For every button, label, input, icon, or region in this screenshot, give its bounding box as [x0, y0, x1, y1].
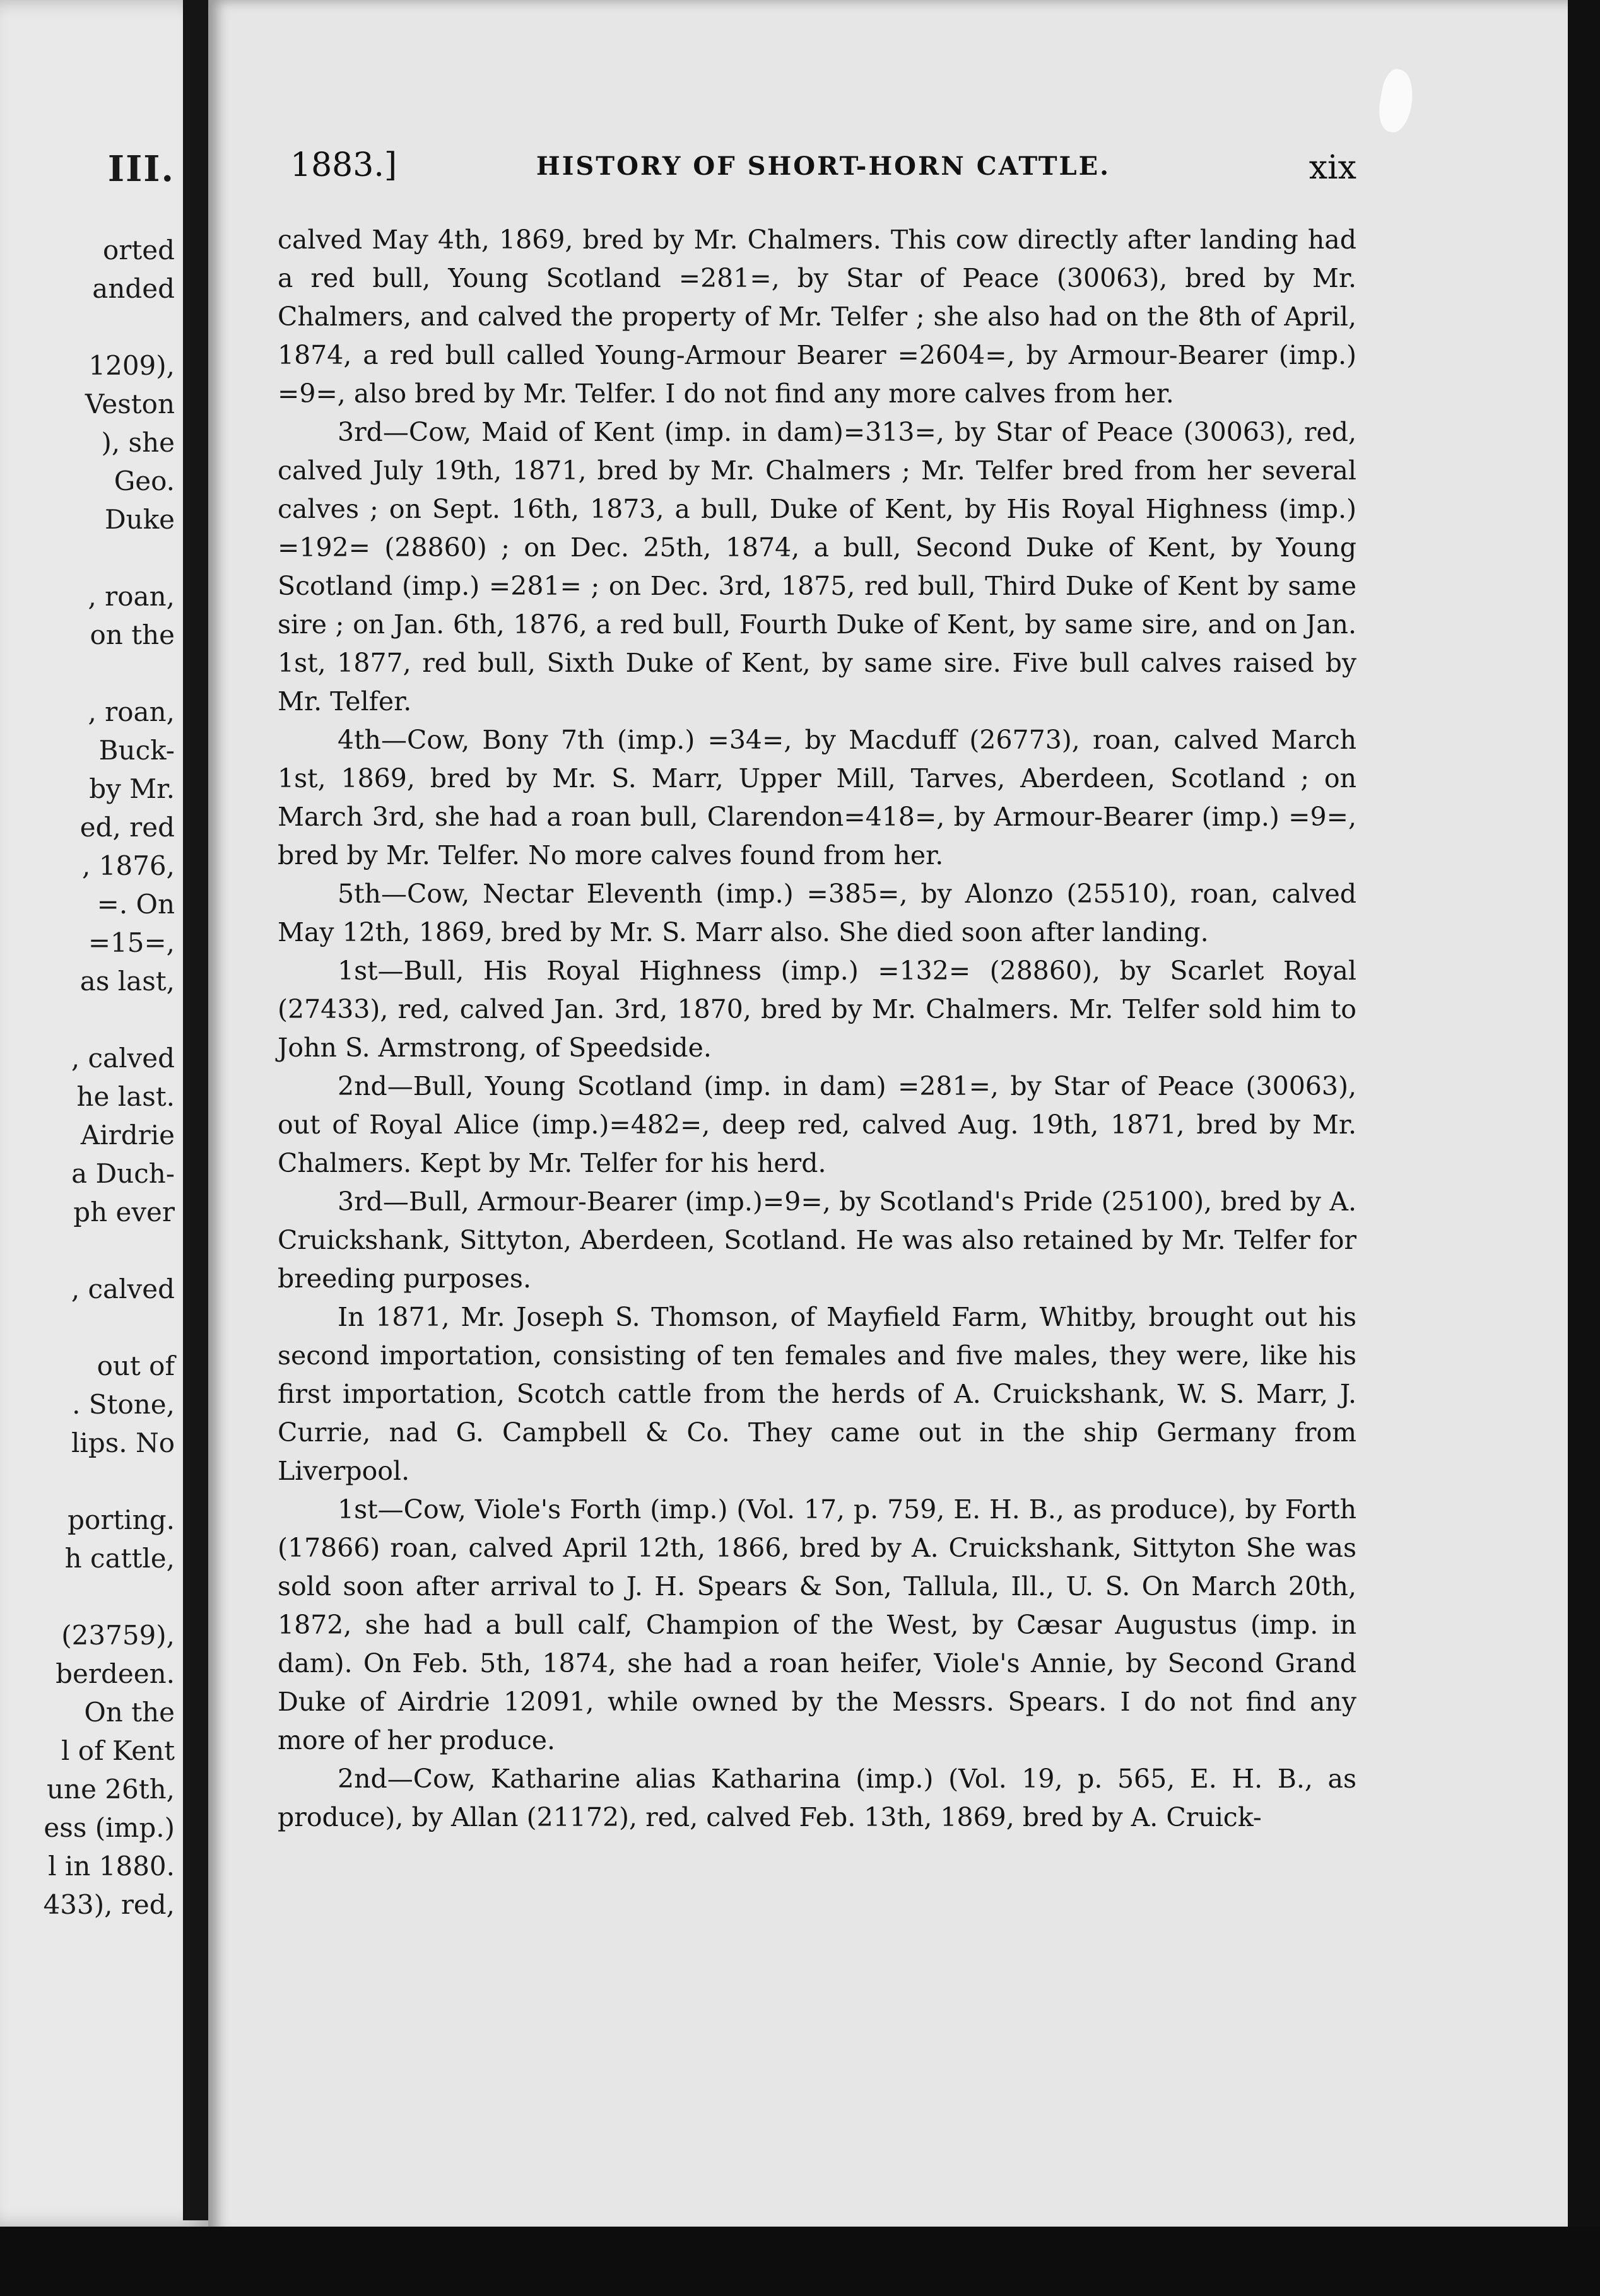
left-page-line: Veston — [85, 389, 175, 419]
paragraph: 2nd—Cow, Katharine alias Katharina (imp.) (Vol. 19, p. 565, E. H. B., as produce), by Allan (21172), red, calved Feb. 13th, 1869, bred by A. Cruick- — [278, 1764, 1356, 1832]
paragraph: calved May 4th, 1869, bred by Mr. Chalmers. This cow directly after landing had a red bull, Young Scotland =281=, by Star of Peace (30063), bred by Mr. Chalmers, and calved the property of Mr. Telfer ; she also had on the 8th of April, 1874, a red bull called Young-Armour Bearer =2604=, by Armour-Bearer (imp.) =9=, also bred by Mr. Telfer. I do not find any more calves from her. — [278, 225, 1356, 409]
left-page-line: l of Kent — [61, 1735, 175, 1766]
paragraph: 3rd—Bull, Armour-Bearer (imp.)=9=, by Scotland's Pride (25100), bred by A. Cruickshank, Sittyton, Aberdeen, Scotland. He was also retained by Mr. Telfer for breeding purposes. — [278, 1186, 1356, 1294]
paragraph: 1st—Cow, Viole's Forth (imp.) (Vol. 17, p. 759, E. H. B., as produce), by Forth (17866) roan, calved April 12th, 1866, bred by A. Cruickshank, Sittyton She was sold soon after arrival to J. H. Spears & Son, Tallula, Ill., U. S. On March 20th, 1872, she had a bull calf, Champion of the West, by Cæsar Augustus (imp. in dam). On Feb. 5th, 1874, she had a roan heifer, Viole's Annie, by Second Grand Duke of Airdrie 12091, while owned by the Messrs. Spears. I do not find any more of her produce. — [278, 1494, 1356, 1755]
left-page-line: ed, red — [79, 812, 175, 843]
left-page-line: out of — [97, 1350, 175, 1381]
page-edge — [1568, 0, 1600, 2236]
left-page-line: , calved — [71, 1274, 175, 1304]
paragraph: 2nd—Bull, Young Scotland (imp. in dam) =281=, by Star of Peace (30063), out of Royal Alice (imp.)=482=, deep red, calved Aug. 19th, 1871, bred by Mr. Chalmers. Kept by Mr. Telfer for his herd. — [278, 1071, 1356, 1178]
left-page-line: une 26th, — [46, 1774, 175, 1805]
scan-border — [0, 2227, 1600, 2296]
left-page-line: ess (imp.) — [44, 1812, 175, 1843]
left-page-line: anded — [92, 273, 175, 304]
left-page-line: porting. — [68, 1504, 175, 1535]
left-page-line: , calved — [71, 1043, 175, 1074]
paragraph: 1st—Bull, His Royal Highness (imp.) =132= (28860), by Scarlet Royal (27433), red, calved Jan. 3rd, 1870, bred by Mr. Chalmers. Mr. Telfer sold him to John S. Armstrong, of Speedside. — [278, 956, 1356, 1063]
page-number: xix — [1309, 149, 1356, 187]
left-page-text — [0, 0, 180, 2220]
left-page-line: , 1876, — [82, 850, 175, 881]
page-header — [290, 146, 1356, 190]
left-page-line: he last. — [76, 1081, 175, 1112]
left-page-line: orted — [103, 235, 175, 266]
left-page — [0, 0, 208, 2227]
left-page-line: =15=, — [88, 927, 175, 958]
left-page-line: On the — [84, 1697, 175, 1728]
left-page-line: Geo. — [114, 466, 175, 496]
left-page-line: 433), red, — [43, 1889, 175, 1920]
paragraph: 3rd—Cow, Maid of Kent (imp. in dam)=313=, by Star of Peace (30063), red, calved July 19th, 1871, bred by Mr. Chalmers ; Mr. Telfer bred from her several calves ; on Sept. 16th, 1873, a bull, Duke of Kent, by His Royal Highness (imp.) =192= (28860) ; on Dec. 25th, 1874, a bull, Second Duke of Kent, by Young Scotland (imp.) =281= ; on Dec. 3rd, 1875, red bull, Third Duke of Kent by same sire ; on Jan. 6th, 1876, a red bull, Fourth Duke of Kent, by same sire, and on Jan. 1st, 1877, red bull, Sixth Duke of Kent, by same sire. Five bull calves raised by Mr. Telfer. — [278, 417, 1356, 717]
left-page-line: ), she — [101, 427, 175, 458]
left-page-line: 1209), — [88, 350, 175, 381]
left-page-line: , roan, — [88, 581, 175, 612]
body-text — [278, 221, 1356, 1837]
left-page-line: on the — [90, 619, 175, 650]
page-year: 1883.] — [290, 146, 397, 184]
paragraph: 5th—Cow, Nectar Eleventh (imp.) =385=, by Alonzo (25510), roan, calved May 12th, 1869, bred by Mr. S. Marr also. She died soon after landing. — [278, 879, 1356, 947]
left-page-line: (23759), — [61, 1620, 175, 1651]
left-page-line: l in 1880. — [48, 1851, 175, 1882]
left-page-line: berdeen. — [56, 1658, 175, 1689]
left-page-line: , roan, — [88, 696, 175, 727]
left-page-line: lips. No — [71, 1427, 175, 1458]
left-page-line: ph ever — [73, 1197, 175, 1227]
paragraph: In 1871, Mr. Joseph S. Thomson, of Mayfield Farm, Whitby, brought out his second importation, consisting of ten females and five males, they were, like his first importation, Scotch cattle from the herds of A. Cruickshank, W. S. Marr, J. Currie, nad G. Campbell & Co. They came out in the ship Germany from Liverpool. — [278, 1302, 1356, 1486]
left-page-line: Buck- — [98, 735, 175, 766]
running-title: HISTORY OF SHORT-HORN CATTLE. — [536, 151, 1111, 181]
left-page-line: . Stone, — [72, 1389, 175, 1420]
left-page-line: by Mr. — [89, 773, 175, 804]
left-page-line: Airdrie — [80, 1120, 175, 1151]
paragraph: 4th—Cow, Bony 7th (imp.) =34=, by Macduff (26773), roan, calved March 1st, 1869, bred by Mr. S. Marr, Upper Mill, Tarves, Aberdeen, Scotland ; on March 3rd, she had a roan bull, Clarendon=418=, by Armour-Bearer (imp.) =9=, bred by Mr. Telfer. No more calves found from her. — [278, 725, 1356, 870]
left-page-line: h cattle, — [64, 1543, 175, 1574]
left-page-line: a Duch- — [71, 1158, 175, 1189]
left-page-line: Duke — [104, 504, 175, 535]
left-page-line: =. On — [97, 889, 175, 920]
left-page-line: as last, — [79, 966, 175, 997]
left-page-header: III. — [107, 148, 175, 190]
